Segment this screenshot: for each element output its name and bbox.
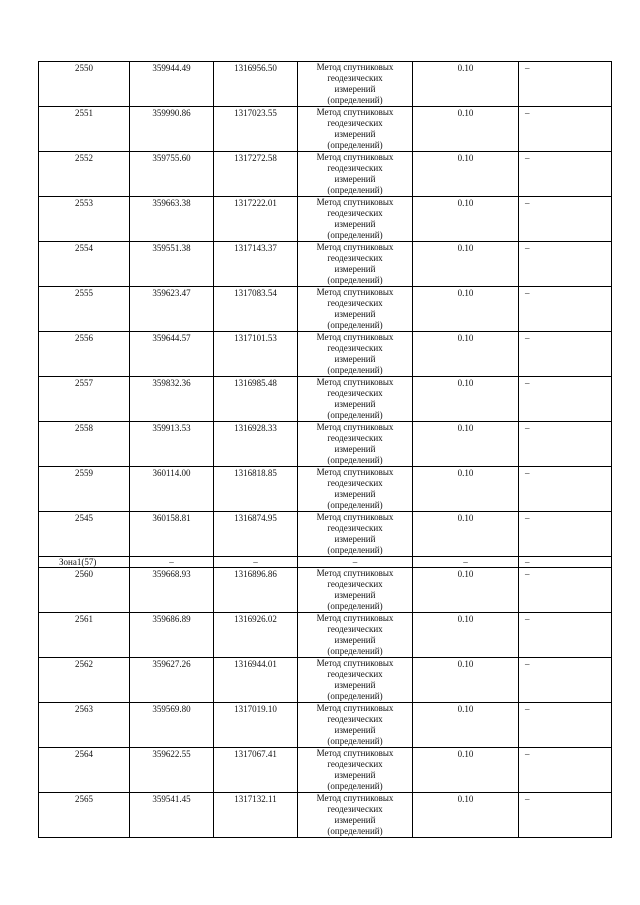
table-row [39,152,612,197]
method-line: Метод спутниковых [316,242,394,252]
point-number-cell: 2551 [39,107,130,152]
point-number-cell: 2562 [39,658,130,703]
y-coordinate-cell: 1316928.33 [214,422,298,467]
x-coordinate-cell: 359623.47 [130,287,214,332]
method-cell [298,568,413,613]
method-line: геодезических [327,624,383,634]
note-cell: – [519,512,612,557]
method-line: Метод спутниковых [316,467,394,477]
y-coordinate-cell: 1317067.41 [214,748,298,793]
table-row [39,422,612,467]
point-number-cell: 2556 [39,332,130,377]
table-row [39,793,612,838]
zone-header-row [39,557,612,568]
method-cell [298,703,413,748]
table-row [39,512,612,557]
method-line: геодезических [327,669,383,679]
table-row [39,748,612,793]
accuracy-cell: 0.10 [413,62,519,107]
method-cell [298,557,413,568]
method-line: измерений [334,725,376,735]
method-line: (определений) [327,185,383,195]
x-coordinate-cell: 359686.89 [130,613,214,658]
y-coordinate-cell: 1316944.01 [214,658,298,703]
method-line: (определений) [327,140,383,150]
method-cell [298,377,413,422]
method-line: (определений) [327,736,383,746]
method-cell [298,422,413,467]
method-line: геодезических [327,388,383,398]
method-cell [298,793,413,838]
x-coordinate-cell: 359832.36 [130,377,214,422]
note-cell: – [519,332,612,377]
table-row [39,62,612,107]
y-coordinate-cell: 1316896.86 [214,568,298,613]
point-number-cell: 2555 [39,287,130,332]
accuracy-cell: 0.10 [413,793,519,838]
method-line: измерений [334,174,376,184]
note-cell: – [519,152,612,197]
coordinates-table [38,61,612,838]
accuracy-cell: 0.10 [413,377,519,422]
note-cell: – [519,242,612,287]
method-cell [298,107,413,152]
method-cell [298,62,413,107]
method-line: Метод спутниковых [316,152,394,162]
point-number-cell: Зона1(57) [39,557,130,568]
table-row [39,332,612,377]
method-line: (определений) [327,601,383,611]
note-cell: – [519,377,612,422]
method-line: геодезических [327,73,383,83]
method-line: геодезических [327,163,383,173]
point-number-cell: 2564 [39,748,130,793]
y-coordinate-cell: 1317272.58 [214,152,298,197]
accuracy-cell: 0.10 [413,332,519,377]
method-line: геодезических [327,118,383,128]
method-line: Метод спутниковых [316,512,394,522]
y-coordinate-cell: 1316874.95 [214,512,298,557]
y-coordinate-cell: 1317083.54 [214,287,298,332]
method-line: геодезических [327,433,383,443]
x-coordinate-cell: 359622.55 [130,748,214,793]
point-number-cell: 2565 [39,793,130,838]
method-line: измерений [334,815,376,825]
method-line: (определений) [327,691,383,701]
method-line: измерений [334,489,376,499]
accuracy-cell: 0.10 [413,658,519,703]
method-line: Метод спутниковых [316,703,394,713]
method-line: Метод спутниковых [316,287,394,297]
x-coordinate-cell: 359668.93 [130,568,214,613]
accuracy-cell: 0.10 [413,197,519,242]
method-cell [298,242,413,287]
note-cell: – [519,793,612,838]
note-cell: – [519,748,612,793]
method-line: геодезических [327,579,383,589]
point-number-cell: 2561 [39,613,130,658]
method-line: измерений [334,590,376,600]
accuracy-cell: 0.10 [413,512,519,557]
table-row [39,613,612,658]
point-number-cell: 2560 [39,568,130,613]
method-line: геодезических [327,208,383,218]
method-line: геодезических [327,523,383,533]
table-row [39,242,612,287]
method-line: (определений) [327,781,383,791]
x-coordinate-cell: 360158.81 [130,512,214,557]
method-line: измерений [334,534,376,544]
method-line: (определений) [327,230,383,240]
method-line: измерений [334,354,376,364]
method-line: Метод спутниковых [316,568,394,578]
x-coordinate-cell: 359627.26 [130,658,214,703]
method-line: (определений) [327,545,383,555]
method-cell [298,658,413,703]
method-line: измерений [334,399,376,409]
y-coordinate-cell: – [214,557,298,568]
accuracy-cell: – [413,557,519,568]
method-line: (определений) [327,410,383,420]
x-coordinate-cell: – [130,557,214,568]
method-line: геодезических [327,804,383,814]
accuracy-cell: 0.10 [413,748,519,793]
method-line: геодезических [327,343,383,353]
x-coordinate-cell: 359663.38 [130,197,214,242]
note-cell: – [519,568,612,613]
accuracy-cell: 0.10 [413,422,519,467]
method-line: (определений) [327,455,383,465]
x-coordinate-cell: 359913.53 [130,422,214,467]
method-line: Метод спутниковых [316,658,394,668]
method-cell [298,613,413,658]
x-coordinate-cell: 359551.38 [130,242,214,287]
method-line: измерений [334,264,376,274]
method-line: геодезических [327,759,383,769]
table-row [39,197,612,242]
x-coordinate-cell: 359944.49 [130,62,214,107]
table-row [39,568,612,613]
note-cell: – [519,467,612,512]
note-cell: – [519,422,612,467]
note-cell: – [519,287,612,332]
method-line: (определений) [327,95,383,105]
table-row [39,377,612,422]
table-row [39,287,612,332]
table-row [39,703,612,748]
point-number-cell: 2557 [39,377,130,422]
y-coordinate-cell: 1317222.01 [214,197,298,242]
method-line: Метод спутниковых [316,377,394,387]
method-line: Метод спутниковых [316,332,394,342]
method-line: (определений) [327,320,383,330]
method-line: – [352,557,358,567]
note-cell: – [519,107,612,152]
point-number-cell: 2550 [39,62,130,107]
y-coordinate-cell: 1316926.02 [214,613,298,658]
method-cell [298,332,413,377]
method-line: измерений [334,84,376,94]
method-line: Метод спутниковых [316,107,394,117]
table-row [39,107,612,152]
method-line: измерений [334,309,376,319]
method-line: Метод спутниковых [316,422,394,432]
accuracy-cell: 0.10 [413,613,519,658]
accuracy-cell: 0.10 [413,107,519,152]
method-line: (определений) [327,365,383,375]
accuracy-cell: 0.10 [413,242,519,287]
method-line: геодезических [327,478,383,488]
method-line: (определений) [327,275,383,285]
accuracy-cell: 0.10 [413,568,519,613]
x-coordinate-cell: 359569.80 [130,703,214,748]
method-line: Метод спутниковых [316,62,394,72]
method-cell [298,467,413,512]
point-number-cell: 2552 [39,152,130,197]
note-cell: – [519,613,612,658]
table-row [39,658,612,703]
method-line: измерений [334,219,376,229]
note-cell: – [519,62,612,107]
method-line: геодезических [327,253,383,263]
x-coordinate-cell: 359990.86 [130,107,214,152]
method-line: геодезических [327,298,383,308]
point-number-cell: 2559 [39,467,130,512]
method-cell [298,152,413,197]
x-coordinate-cell: 359755.60 [130,152,214,197]
method-line: Метод спутниковых [316,197,394,207]
note-cell: – [519,197,612,242]
method-cell [298,512,413,557]
accuracy-cell: 0.10 [413,152,519,197]
y-coordinate-cell: 1316956.50 [214,62,298,107]
y-coordinate-cell: 1317019.10 [214,703,298,748]
y-coordinate-cell: 1317101.53 [214,332,298,377]
method-line: (определений) [327,826,383,836]
x-coordinate-cell: 359644.57 [130,332,214,377]
point-number-cell: 2553 [39,197,130,242]
method-line: измерений [334,635,376,645]
x-coordinate-cell: 359541.45 [130,793,214,838]
y-coordinate-cell: 1317143.37 [214,242,298,287]
method-line: Метод спутниковых [316,748,394,758]
y-coordinate-cell: 1317023.55 [214,107,298,152]
method-line: геодезических [327,714,383,724]
point-number-cell: 2545 [39,512,130,557]
note-cell: – [519,658,612,703]
method-line: Метод спутниковых [316,793,394,803]
method-line: измерений [334,129,376,139]
y-coordinate-cell: 1316985.48 [214,377,298,422]
x-coordinate-cell: 360114.00 [130,467,214,512]
table-row [39,467,612,512]
method-cell [298,197,413,242]
coordinates-table-body [39,62,612,838]
accuracy-cell: 0.10 [413,703,519,748]
method-line: измерений [334,680,376,690]
y-coordinate-cell: 1317132.11 [214,793,298,838]
method-cell [298,287,413,332]
point-number-cell: 2554 [39,242,130,287]
point-number-cell: 2563 [39,703,130,748]
note-cell: – [519,557,612,568]
point-number-cell: 2558 [39,422,130,467]
method-line: измерений [334,444,376,454]
method-line: Метод спутниковых [316,613,394,623]
accuracy-cell: 0.10 [413,467,519,512]
method-line: измерений [334,770,376,780]
y-coordinate-cell: 1316818.85 [214,467,298,512]
method-cell [298,748,413,793]
accuracy-cell: 0.10 [413,287,519,332]
method-line: (определений) [327,646,383,656]
note-cell: – [519,703,612,748]
method-line: (определений) [327,500,383,510]
